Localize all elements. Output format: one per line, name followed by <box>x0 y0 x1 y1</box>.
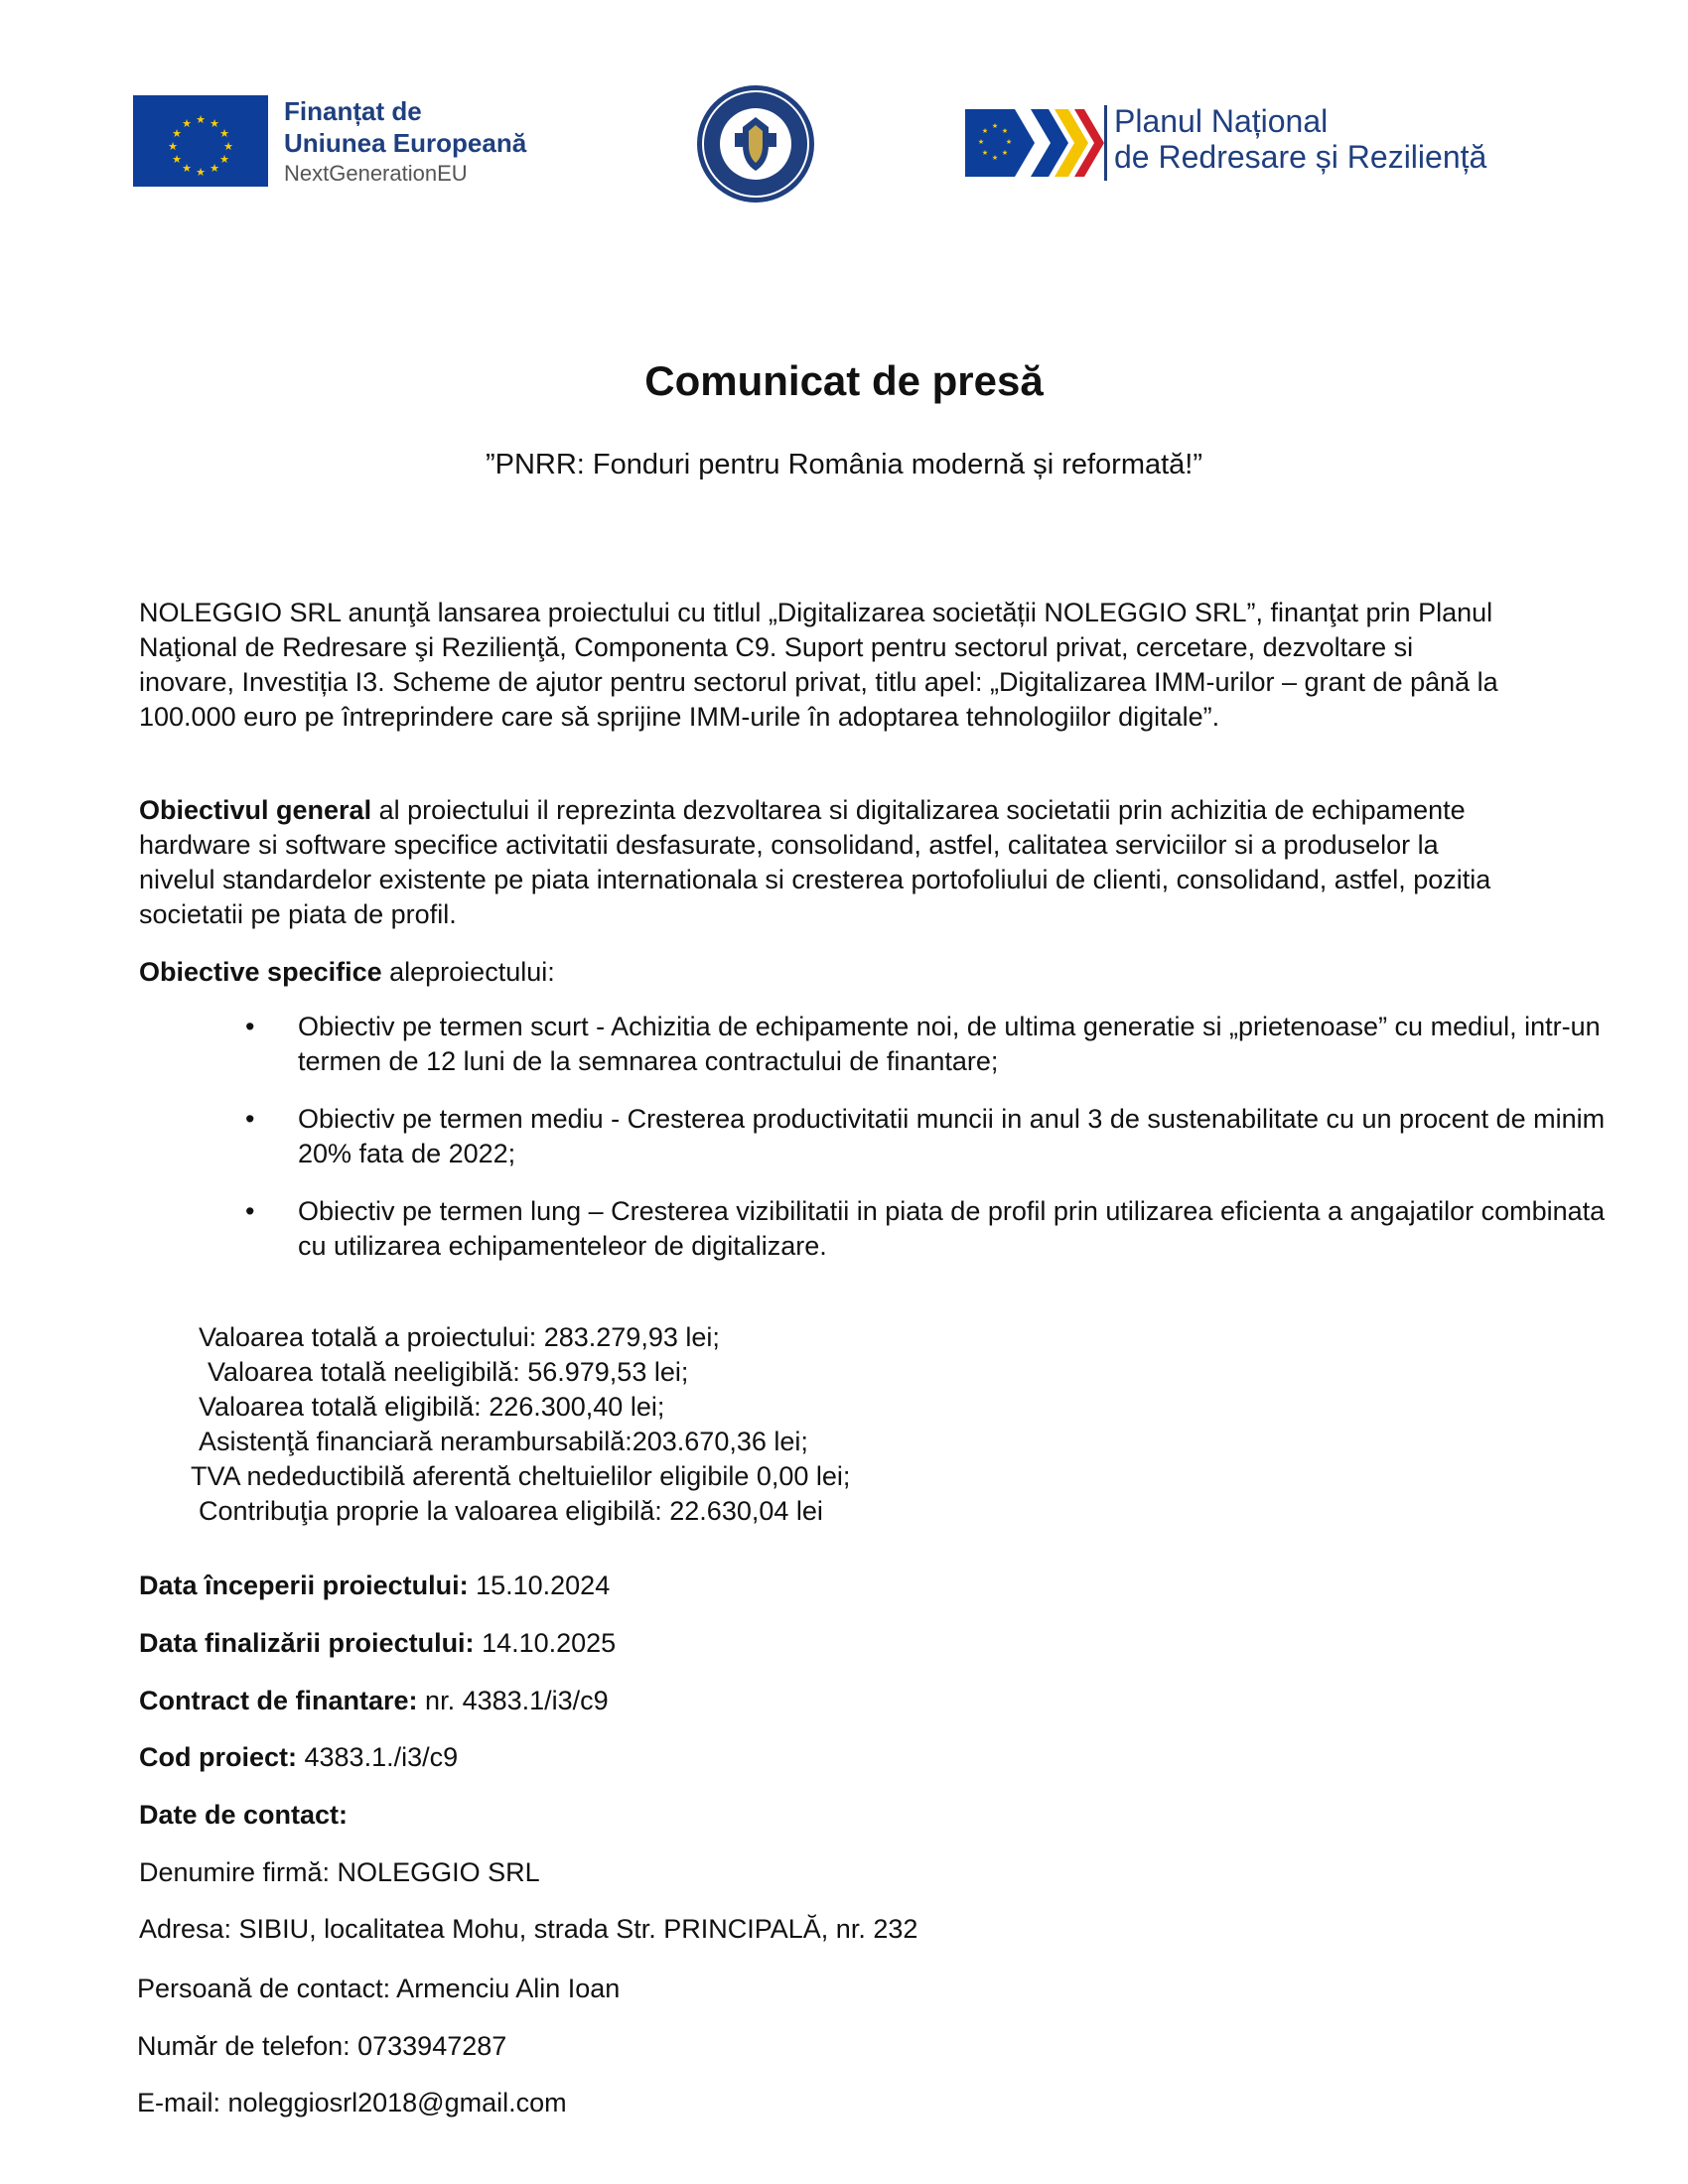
list-item: • Obiectiv pe termen mediu - Cresterea productivitatii muncii in anul 3 de sustenabilitate cu un procent de minim 20% fata de 2022; <box>139 1102 1628 1171</box>
value-eligible: Valoarea totală eligibilă: 226.300,40 lei; <box>199 1392 665 1422</box>
svg-text:★: ★ <box>981 127 989 135</box>
eu-flag-icon <box>133 95 268 187</box>
svg-text:★: ★ <box>1005 138 1013 146</box>
svg-text:★: ★ <box>182 117 192 130</box>
svg-text:★: ★ <box>168 140 178 153</box>
specific-objectives-heading <box>139 955 1509 990</box>
svg-text:★: ★ <box>182 162 192 175</box>
intro-paragraph: NOLEGGIO SRL anunţă lansarea proiectului cu titlul „Digitalizarea societății NOLEGGIO SRL”, finanţat prin Planul Naţional de Redresare şi Rezilienţă, Componenta C9. Suport pentru sectorul privat, cercetare, dezvoltare si inovare, Investiția I3. Scheme de ajutor pentru sectorul privat, titlu apel: „Digitalizarea IMM-urilor – grant de până la 100.000 euro pe întreprindere care să sprijine IMM-urile în adoptarea tehnologiilor digitale”. <box>139 598 1498 732</box>
value-own-contribution: Contribuţia proprie la valoarea eligibilă: 22.630,04 lei <box>199 1496 823 1526</box>
svg-text:★: ★ <box>196 166 206 179</box>
contract-label: Contract de finantare: <box>139 1686 418 1715</box>
end-date <box>139 1626 616 1661</box>
value-grant: Asistenţă financiară nerambursabilă:203.670,36 lei; <box>199 1427 808 1456</box>
eu-logo-line3: NextGenerationEU <box>284 161 468 186</box>
romanian-government-seal-icon <box>695 83 816 205</box>
project-code-label: Cod proiect: <box>139 1742 297 1772</box>
specific-objectives-text: aleproiectului: <box>381 957 555 987</box>
project-code-value: 4383.1./i3/c9 <box>297 1742 459 1772</box>
svg-text:★: ★ <box>981 149 989 157</box>
pnrr-logo-line1: Planul Național <box>1114 103 1329 139</box>
specific-objectives-label: Obiective specifice <box>139 957 382 987</box>
general-objective-paragraph <box>139 793 1509 932</box>
value-total: Valoarea totală a proiectului: 283.279,93 lei; <box>199 1322 720 1352</box>
svg-text:★: ★ <box>991 122 999 130</box>
general-objective-text: al proiectului il reprezinta dezvoltarea si digitalizarea societatii prin achizitia de echipamente hardware si software specifice activitatii desfasurate, consolidand, astfel, calitatea serviciilor si a produselor la nivelul standardelor existente pe piata internationala si cresterea portofoliului de clienti, consolidand, astfel, pozitia societatii pe piata de profil. <box>139 795 1491 929</box>
eu-logo-line1: Finanțat de <box>284 96 422 126</box>
svg-text:★: ★ <box>223 140 233 153</box>
value-vat: TVA nedeductibilă aferentă cheltuielilor eligibile 0,00 lei; <box>191 1461 851 1491</box>
value-non-eligible: Valoarea totală neeligibilă: 56.979,53 lei; <box>208 1357 689 1387</box>
eu-logo-line2: Uniunea Europeană <box>284 128 527 158</box>
company-address: Adresa: SIBIU, localitatea Mohu, strada Str. PRINCIPALĂ, nr. 232 <box>139 1914 918 1944</box>
pnrr-logo-line2: de Redresare și Reziliență <box>1114 139 1487 175</box>
svg-text:★: ★ <box>991 154 999 162</box>
header-logos <box>0 0 1688 258</box>
phone-number: Număr de telefon: 0733947287 <box>137 2031 507 2061</box>
general-objective-label: Obiectivul general <box>139 795 372 825</box>
list-item: • Obiectiv pe termen lung – Cresterea vizibilitatii in piata de profil prin utilizarea eficienta a angajatilor combinata cu utilizarea echipamenteleor de digitalizare. <box>139 1194 1628 1264</box>
svg-text:★: ★ <box>219 127 229 140</box>
project-values <box>191 1320 851 1529</box>
contract-value: nr. 4383.1/i3/c9 <box>417 1686 609 1715</box>
svg-text:★: ★ <box>210 162 219 175</box>
svg-text:★: ★ <box>210 117 219 130</box>
end-date-value: 14.10.2025 <box>474 1628 617 1658</box>
start-date <box>139 1569 610 1603</box>
svg-text:★: ★ <box>219 153 229 166</box>
contact-heading: Date de contact: <box>139 1800 349 1830</box>
svg-text:★: ★ <box>196 113 206 126</box>
specific-objectives-list <box>139 1010 1606 1287</box>
svg-text:★: ★ <box>172 127 182 140</box>
svg-text:★: ★ <box>1001 127 1009 135</box>
project-code <box>139 1740 458 1775</box>
svg-text:★: ★ <box>977 138 985 146</box>
end-date-label: Data finalizării proiectului: <box>139 1628 475 1658</box>
pnrr-logo <box>965 103 1561 183</box>
svg-text:★: ★ <box>172 153 182 166</box>
page-title: Comunicat de presă <box>644 357 1044 404</box>
svg-text:★: ★ <box>1001 149 1009 157</box>
email-address: E-mail: noleggiosrl2018@gmail.com <box>137 2088 567 2117</box>
contact-person: Persoană de contact: Armenciu Alin Ioan <box>137 1974 621 2003</box>
start-date-value: 15.10.2024 <box>468 1570 611 1600</box>
page-subtitle: ”PNRR: Fonduri pentru România modernă și reformată!” <box>485 449 1203 480</box>
company-name: Denumire firmă: NOLEGGIO SRL <box>139 1857 540 1887</box>
pnrr-divider <box>1104 105 1107 181</box>
contract-number <box>139 1684 609 1718</box>
pnrr-flag-arrows-icon <box>965 103 1114 183</box>
start-date-label: Data începerii proiectului: <box>139 1570 469 1600</box>
list-item: • Obiectiv pe termen scurt - Achizitia de echipamente noi, de ultima generatie si „prietenoase” cu mediul, intr-un termen de 12 luni de la semnarea contractului de finantare; <box>139 1010 1628 1079</box>
eu-funding-logo <box>133 95 570 187</box>
